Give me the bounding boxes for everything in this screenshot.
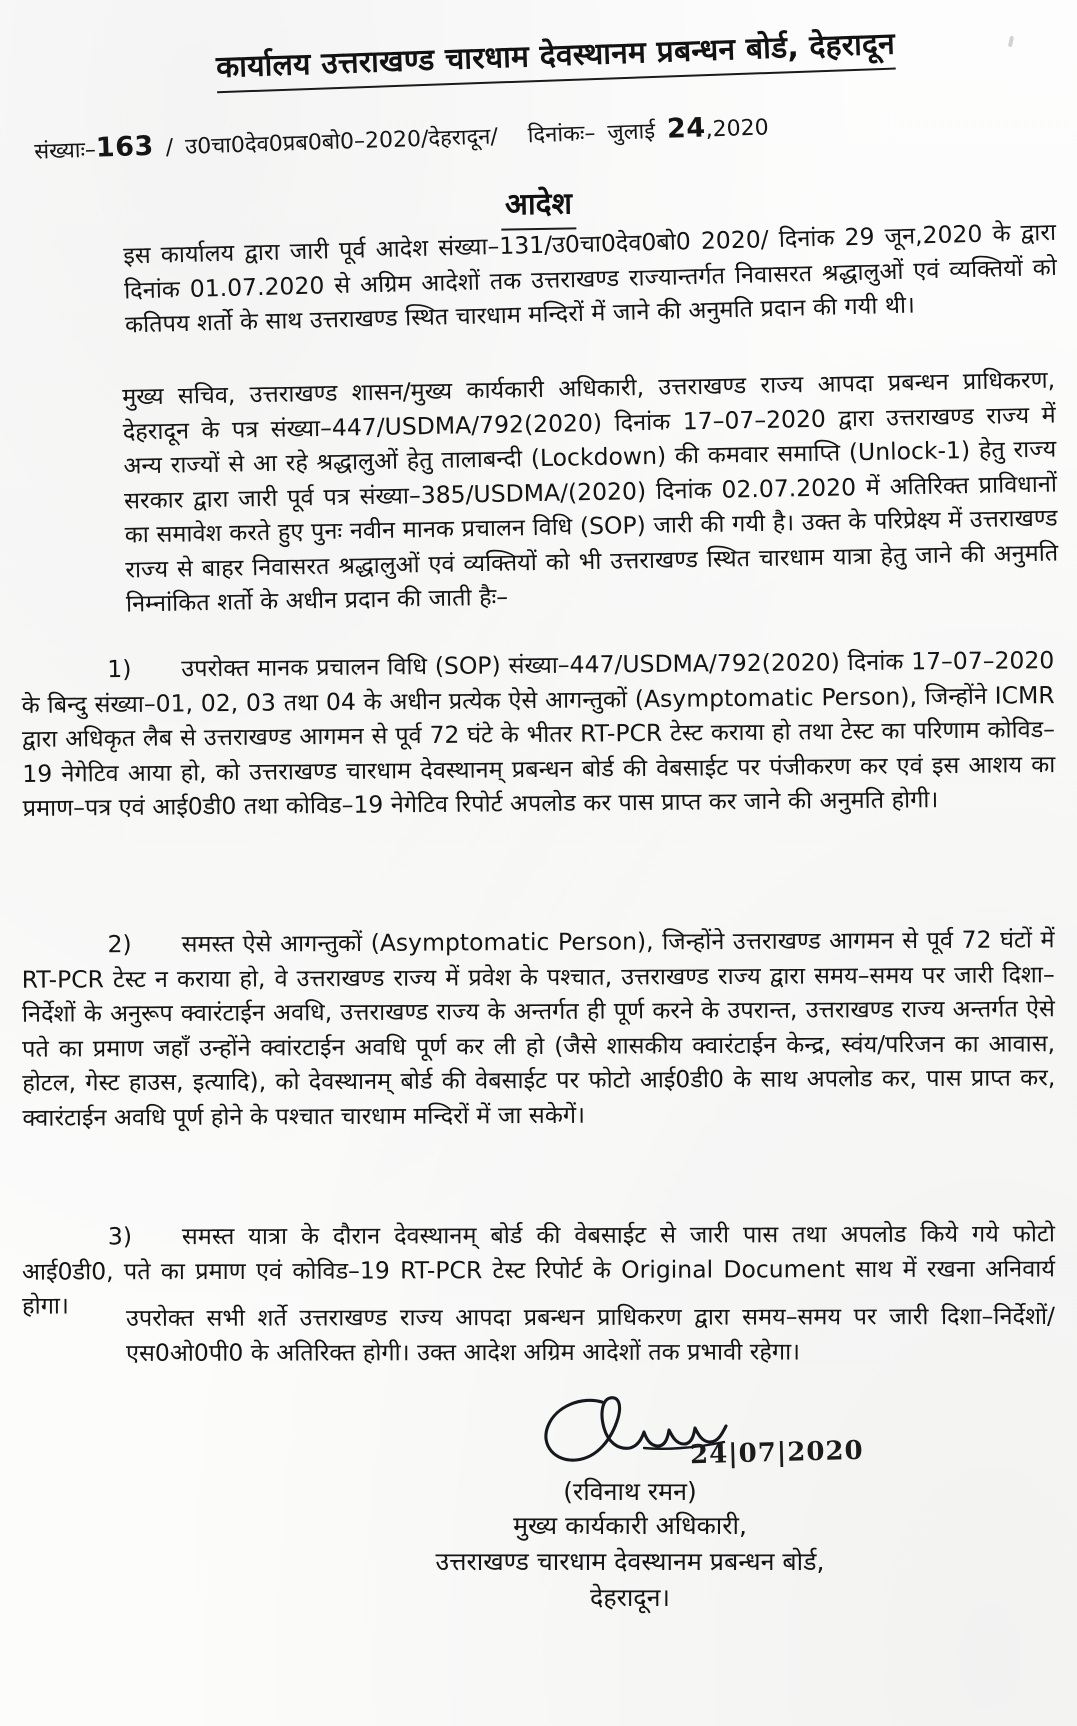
condition-2-number: 2) <box>107 930 132 959</box>
reference-slash-2: / <box>420 126 429 152</box>
condition-2 <box>21 922 1055 1134</box>
signature-block <box>330 1398 930 1616</box>
condition-2-text: समस्त ऐसे आगन्तुकों (Asymptomatic Person), जिन्होंने उत्तराखण्ड आगमन से पूर्व 72 घंटों में RT-PCR टेस्ट न कराया हो, वे उत्तराखण्ड राज्य में प्रवेश के पश्चात, उत्तराखण्ड राज्य द्वारा समय–समय पर जारी दिशा–निर्देशों के अनुरूप क्वारंटाईन अवधि, उत्तराखण्ड राज्य के अन्तर्गत ही पूर्ण करने के उपरान्त, उत्तराखण्ड राज्य अन्तर्गत ऐसे पते का प्रमाण जहाँ उन्होंने क्वांरटाईन अवधि पूर्ण कर ली हो (जैसे शासकीय क्वारंटाईन केन्द्र, स्वंय/परिजन का आवास, होटल, गेस्ट हाउस, इत्यादि), को देवस्थानम् बोर्ड की वेबसाईट पर फोटो आई0डी0 के साथ अपलोड कर, पास प्राप्त कर, क्वारंटाईन अवधि पूर्ण होने के पश्चात चारधाम मन्दिरों में जा सकेगें। <box>21 925 1056 1132</box>
date-month: जुलाई <box>606 119 656 146</box>
paragraph-2-text: मुख्य सचिव, उत्तराखण्ड शासन/मुख्य कार्यकारी अधिकारी, उत्तराखण्ड राज्य आपदा प्रबन्धन प्राधिकरण, देहरादून के पत्र संख्या–447/USDMA/792(2020) दिनांक 17–07–2020 द्वारा उत्तराखण्ड राज्य में अन्य राज्यों से आ रहे श्रद्धालुओं हेतु तालाबन्दी (Lockdown) की कमवार समाप्ति (Unlock-1) हेतु राज्य सरकार द्वारा जारी पूर्व पत्र संख्या–385/USDMA/(2020) दिनांक 02.07.2020 में अतिरिक्त प्राविधानों का समावेश करते हुए पुनः नवीन मानक प्रचालन विधि (SOP) जारी की गयी है। उक्त के परिप्रेक्ष्य में उत्तराखण्ड राज्य से बाहर निवासरत श्रद्धालुओं एवं व्यक्तियों को भी उत्तराखण्ड स्थित चारधाम यात्रा हेतु जाने की अनुमति निम्नांकित शर्तो के अधीन प्रदान की जाती हैः– <box>121 365 1059 618</box>
condition-2-body <box>21 922 1055 1134</box>
reference-slash-1: / <box>165 135 174 161</box>
closing-paragraph-text: उपरोक्त सभी शर्ते उत्तराखण्ड राज्य आपदा प्रबन्धन प्राधिकरण द्वारा समय–समय पर जारी दिशा–निर्देशों/एस0ओ0पी0 के अतिरिक्त होगी। उक्त आदेश अग्रिम आदेशों तक प्रभावी रहेगा। <box>125 1301 1055 1367</box>
reference-label: संख्याः– <box>33 137 97 165</box>
date-day: 24 <box>666 112 707 145</box>
order-title: आदेश <box>501 181 577 230</box>
signatory-city: देहरादून। <box>590 1583 670 1612</box>
signatory-organisation: उत्तराखण्ड चारधाम देवस्थानम प्रबन्धन बोर्ड, <box>435 1547 825 1576</box>
reference-slash-3: / <box>489 124 499 150</box>
office-header-text: कार्यालय उत्तराखण्ड चारधाम देवस्थानम प्रबन्धन बोर्ड, देहरादून <box>216 27 896 94</box>
condition-1-text: उपरोक्त मानक प्रचालन विधि (SOP) संख्या–447/USDMA/792(2020) दिनांक 17–07–2020 के बिन्दु संख्या–01, 02, 03 तथा 04 के अधीन प्रत्येक ऐसे आगन्तुकों (Asymptomatic Person), जिन्होंने ICMR द्वारा अधिकृत लैब से उत्तराखण्ड आगमन से पूर्व 72 घंटे के भीतर RT-PCR टेस्ट कराया हो तथा टेस्ट का परिणाम कोविड–19 नेगेटिव आया हो, को उत्तराखण्ड चारधाम देवस्थानम् प्रबन्धन बोर्ड की वेबसाईट पर पंजीकरण कर एवं इस आशय का प्रमाण–पत्र एवं आई0डी0 तथा कोविड–19 नेगेटिव रिपोर्ट अपलोड कर पास प्राप्त कर जाने की अनुमति होगी। <box>21 646 1056 822</box>
handwritten-date: 24|07|2020 <box>689 1435 865 1471</box>
signatory-designation: मुख्य कार्यकारी अधिकारी, <box>513 1511 747 1540</box>
paragraph-2 <box>18 363 1059 623</box>
condition-3-number: 3) <box>107 1222 133 1251</box>
reference-number: 163 <box>95 130 155 164</box>
date-label: दिनांकः– <box>527 121 596 149</box>
reference-code: उ0चा0देव0प्रब0बो0–2020 <box>184 126 422 160</box>
date-year: ,2020 <box>705 115 770 143</box>
reference-line-wrap <box>0 100 1077 167</box>
condition-1 <box>21 643 1056 825</box>
signature-graphic <box>330 1398 930 1484</box>
condition-1-body <box>21 643 1056 825</box>
signatory-name: (रविनाथ रमन) <box>563 1477 697 1506</box>
office-header-line <box>0 15 1077 94</box>
condition-3-text: समस्त यात्रा के दौरान देवस्थानम् बोर्ड की वेबसाईट से जारी पास तथा अपलोड किये गये फोटो आई0डी0, पते का प्रमाण एवं कोविड–19 RT-PCR टेस्ट रिपोर्ट के Original Document साथ में रखना अनिवार्य होगा। <box>21 1219 1056 1320</box>
condition-1-number: 1) <box>107 654 132 684</box>
document-header <box>0 15 1077 94</box>
reference-place: देहरादून <box>428 124 491 152</box>
closing-paragraph <box>22 1299 1055 1370</box>
reference-line <box>0 100 1077 167</box>
paragraph-1-text: इस कार्यालय द्वारा जारी पूर्व आदेश संख्या–131/उ0चा0देव0बो0 2020/ दिनांक 29 जून,2020 के द्वारा दिनांक 01.07.2020 से अग्रिम आदेशों तक उत्तराखण्ड राज्यान्तर्गत निवासरत श्रद्धालुओं एवं व्यक्तियों को कतिपय शर्तो के साथ उत्तराखण्ड स्थित चारधाम मन्दिरों में जाने की अनुमति प्रदान की गयी थी। <box>122 217 1058 339</box>
